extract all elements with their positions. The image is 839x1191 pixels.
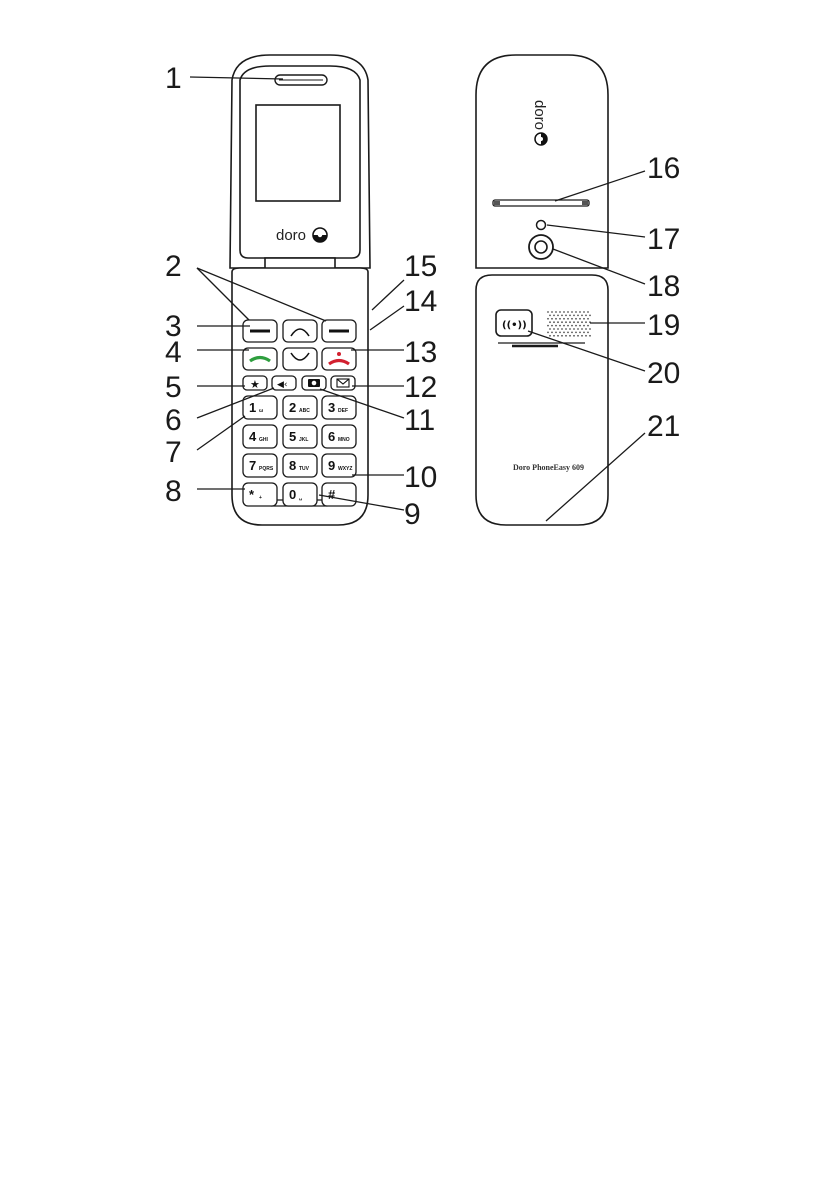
grille-dot <box>571 332 573 334</box>
grille-dot <box>549 321 551 323</box>
grille-dot <box>563 325 565 327</box>
grille-dot <box>571 318 573 320</box>
grille-dot <box>577 315 579 317</box>
grille-dot <box>571 325 573 327</box>
keypad-key-letters: DEF <box>338 408 348 414</box>
keypad-key-letters: JKL <box>299 437 309 443</box>
keypad-key-letters: ABC <box>299 408 310 414</box>
callout-2: 2 <box>165 250 182 283</box>
callout-8: 8 <box>165 475 182 508</box>
grille-dot <box>573 321 575 323</box>
keypad-key[interactable] <box>322 483 356 506</box>
keypad-key-number: 4 <box>249 429 257 444</box>
callout-4: 4 <box>165 336 182 369</box>
grille-dot <box>557 315 559 317</box>
callout-17: 17 <box>647 223 681 256</box>
grille-dot <box>561 321 563 323</box>
speaker-icon: ◀︎‹ <box>277 380 288 390</box>
keypad-key[interactable] <box>283 483 317 506</box>
keypad-key[interactable] <box>243 396 277 419</box>
grille-dot <box>565 335 567 337</box>
callout-15: 15 <box>404 250 438 283</box>
keypad-key[interactable] <box>322 454 356 477</box>
grille-dot <box>589 335 591 337</box>
grille-dot <box>579 318 581 320</box>
keypad-key-number: 5 <box>289 429 297 444</box>
grille-dot <box>551 325 553 327</box>
keypad-key[interactable] <box>243 425 277 448</box>
grille-dot <box>571 311 573 313</box>
grille-dot <box>585 315 587 317</box>
grille-dot <box>549 335 551 337</box>
grille-dot <box>557 335 559 337</box>
camera-icon <box>308 379 320 387</box>
keypad-key-letters: PQRS <box>259 466 274 472</box>
grille-dot <box>573 335 575 337</box>
grille-dot <box>561 328 563 330</box>
grille-dot <box>589 328 591 330</box>
keypad-key[interactable] <box>322 425 356 448</box>
callout-6: 6 <box>165 404 182 437</box>
callout-19: 19 <box>647 309 681 342</box>
keypad-key[interactable] <box>243 454 277 477</box>
doro-logo-icon <box>313 228 327 242</box>
keypad-key-letters: GHI <box>259 437 268 443</box>
grille-dot <box>569 335 571 337</box>
keypad-key-number: 1 <box>249 400 257 415</box>
callout-7: 7 <box>165 436 182 469</box>
callout-14: 14 <box>404 285 438 318</box>
grille-dot <box>559 332 561 334</box>
grille-dot <box>561 315 563 317</box>
grille-dot <box>583 311 585 313</box>
front-display <box>256 105 340 201</box>
grille-dot <box>563 332 565 334</box>
grille-dot <box>581 335 583 337</box>
grille-dot <box>555 325 557 327</box>
flash-led <box>537 221 546 230</box>
grille-dot <box>583 318 585 320</box>
grille-dot <box>559 318 561 320</box>
keypad-key[interactable] <box>283 396 317 419</box>
callout-9: 9 <box>404 498 421 531</box>
grille-dot <box>579 332 581 334</box>
grille-dot <box>551 311 553 313</box>
grille-dot <box>587 325 589 327</box>
grille-dot <box>553 335 555 337</box>
grille-dot <box>569 315 571 317</box>
grille-dot <box>585 335 587 337</box>
callout-3: 3 <box>165 310 182 343</box>
grille-dot <box>581 328 583 330</box>
keypad-key-number: 7 <box>249 458 257 473</box>
keypad-key-letters: MNO <box>338 437 350 443</box>
front-brand: doro <box>276 227 307 244</box>
grille-dot <box>587 311 589 313</box>
grille-dot <box>575 325 577 327</box>
grille-dot <box>575 332 577 334</box>
back-brand: doro <box>531 100 548 131</box>
nav-down-key[interactable] <box>283 348 317 370</box>
grille-dot <box>549 315 551 317</box>
keypad-key-number: 0 <box>289 487 297 502</box>
grille-dot <box>553 328 555 330</box>
grille-dot <box>565 321 567 323</box>
grille-dot <box>567 311 569 313</box>
star-icon: ★ <box>250 378 260 391</box>
grille-dot <box>547 332 549 334</box>
grille-dot <box>577 328 579 330</box>
nav-up-key[interactable] <box>283 320 317 342</box>
keypad-key-letters: ␣ <box>299 495 303 501</box>
grille-dot <box>583 325 585 327</box>
callout-1: 1 <box>165 62 182 95</box>
grille-dot <box>557 321 559 323</box>
callout-16: 16 <box>647 152 681 185</box>
grille-dot <box>549 328 551 330</box>
keypad-key[interactable] <box>283 425 317 448</box>
callout-20: 20 <box>647 357 681 390</box>
grille-dot <box>555 332 557 334</box>
keypad-key-number: 9 <box>328 458 336 473</box>
grille-dot <box>587 332 589 334</box>
model-name: Doro PhoneEasy 609 <box>513 463 584 472</box>
callout-12: 12 <box>404 371 438 404</box>
external-display <box>493 200 589 206</box>
keypad-key-letters: WXYZ <box>338 466 353 472</box>
grille-dot <box>577 321 579 323</box>
grille-dot <box>573 315 575 317</box>
grille-dot <box>565 328 567 330</box>
grille-dot <box>551 318 553 320</box>
keypad-key-number: 8 <box>289 458 297 473</box>
grille-dot <box>579 325 581 327</box>
grille-dot <box>575 318 577 320</box>
keypad-key[interactable] <box>243 483 277 506</box>
grille-dot <box>583 332 585 334</box>
grille-dot <box>547 318 549 320</box>
keypad-key-letters: + <box>259 495 262 501</box>
keypad-key-number: # <box>328 487 336 502</box>
grille-dot <box>561 335 563 337</box>
keypad-key-number: 2 <box>289 400 297 415</box>
back-view <box>476 55 608 525</box>
callout-13: 13 <box>404 336 438 369</box>
callout-21: 21 <box>647 410 681 443</box>
back-doro-logo-icon <box>535 133 547 145</box>
grille-dot <box>575 311 577 313</box>
keypad-key-number: 3 <box>328 400 336 415</box>
grille-dot <box>581 321 583 323</box>
keypad-key-letters: ω <box>259 408 264 414</box>
grille-dot <box>553 321 555 323</box>
grille-dot <box>569 321 571 323</box>
grille-dot <box>547 311 549 313</box>
grille-dot <box>587 318 589 320</box>
grille-dot <box>579 311 581 313</box>
keypad-key-letters: TUV <box>299 466 309 472</box>
grille-dot <box>567 325 569 327</box>
keypad-key-number: 6 <box>328 429 336 444</box>
grille-dot <box>557 328 559 330</box>
grille-dot <box>563 318 565 320</box>
grille-dot <box>555 311 557 313</box>
grille-dot <box>559 325 561 327</box>
grille-dot <box>553 315 555 317</box>
grille-dot <box>573 328 575 330</box>
grille-dot <box>589 315 591 317</box>
assistance-icon: ((•)) <box>502 320 527 331</box>
grille-dot <box>547 325 549 327</box>
callout-11: 11 <box>404 404 436 437</box>
keypad-key[interactable] <box>283 454 317 477</box>
envelope-icon <box>337 379 349 387</box>
keypad-key-number: * <box>249 487 255 502</box>
grille-dot <box>559 311 561 313</box>
grille-dot <box>585 321 587 323</box>
callout-10: 10 <box>404 461 438 494</box>
grille-dot <box>551 332 553 334</box>
grille-dot <box>567 332 569 334</box>
grille-dot <box>567 318 569 320</box>
grille-dot <box>555 318 557 320</box>
callout-18: 18 <box>647 270 681 303</box>
grille-dot <box>563 311 565 313</box>
grille-dot <box>569 328 571 330</box>
grille-dot <box>565 315 567 317</box>
grille-dot <box>577 335 579 337</box>
callout-5: 5 <box>165 371 182 404</box>
grille-dot <box>581 315 583 317</box>
grille-dot <box>585 328 587 330</box>
